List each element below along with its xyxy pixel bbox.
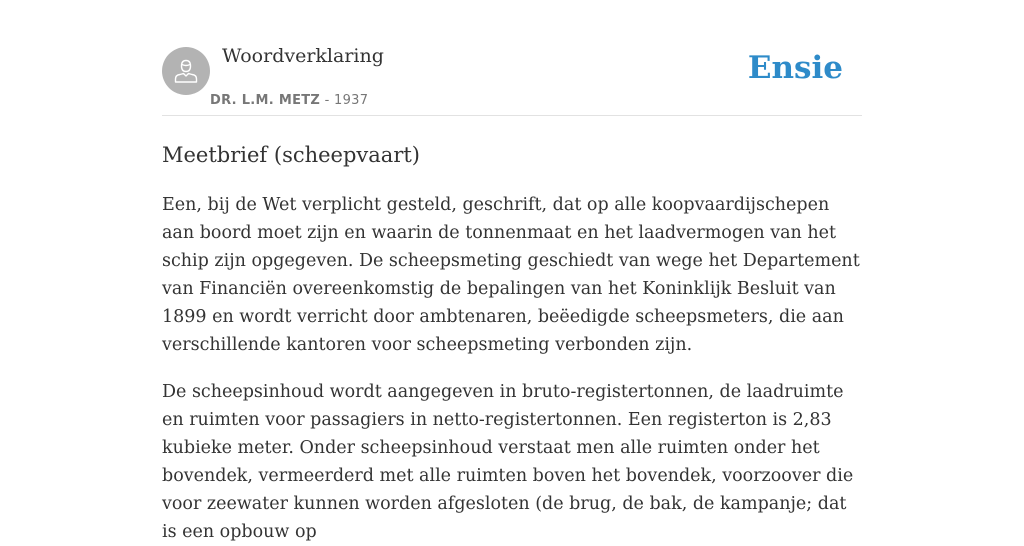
entry-body [162, 191, 862, 546]
source-header [162, 0, 862, 116]
entry-paragraph: De scheepsinhoud wordt aangegeven in bruto-registertonnen, de laadruimte en ruimten voor passagiers in netto-registertonnen. Een registerton is 2,83 kubieke meter. Onder scheepsinhoud verstaat men alle ruimten onder het bovendek, vermeerderd met alle ruimten boven het bovendek, voorzoover die voor zeewater kunnen worden afgesloten (de brug, de bak, de kampanje; dat is een opbouw op [162, 382, 854, 542]
source-avatar[interactable] [162, 47, 210, 95]
source-year: 1937 [334, 93, 369, 108]
source-author[interactable]: DR. L.M. METZ [210, 93, 321, 108]
meta-separator: - [320, 93, 334, 108]
ensie-logo[interactable]: Ensie [747, 50, 843, 86]
content-container [162, 0, 862, 546]
entry-paragraph: Een, bij de Wet verplicht gesteld, geschrift, dat op alle koopvaardijschepen aan boord moet zijn en waarin de tonnenmaat en het laadvermogen van het schip zijn opgegeven. De scheepsmeting geschiedt van wege het Departement van Financiën overeenkomstig de bepalingen van het Koninklijk Besluit van 1899 en wordt verricht door ambtenaren, beëedigde scheepsmeters, die aan verschillende kantoren voor scheepsmeting verbonden zijn. [162, 195, 860, 355]
entry-title: Meetbrief (scheepvaart) [162, 143, 420, 167]
source-meta [210, 93, 368, 108]
source-title[interactable]: Woordverklaring [222, 45, 384, 67]
user-icon [171, 56, 201, 86]
